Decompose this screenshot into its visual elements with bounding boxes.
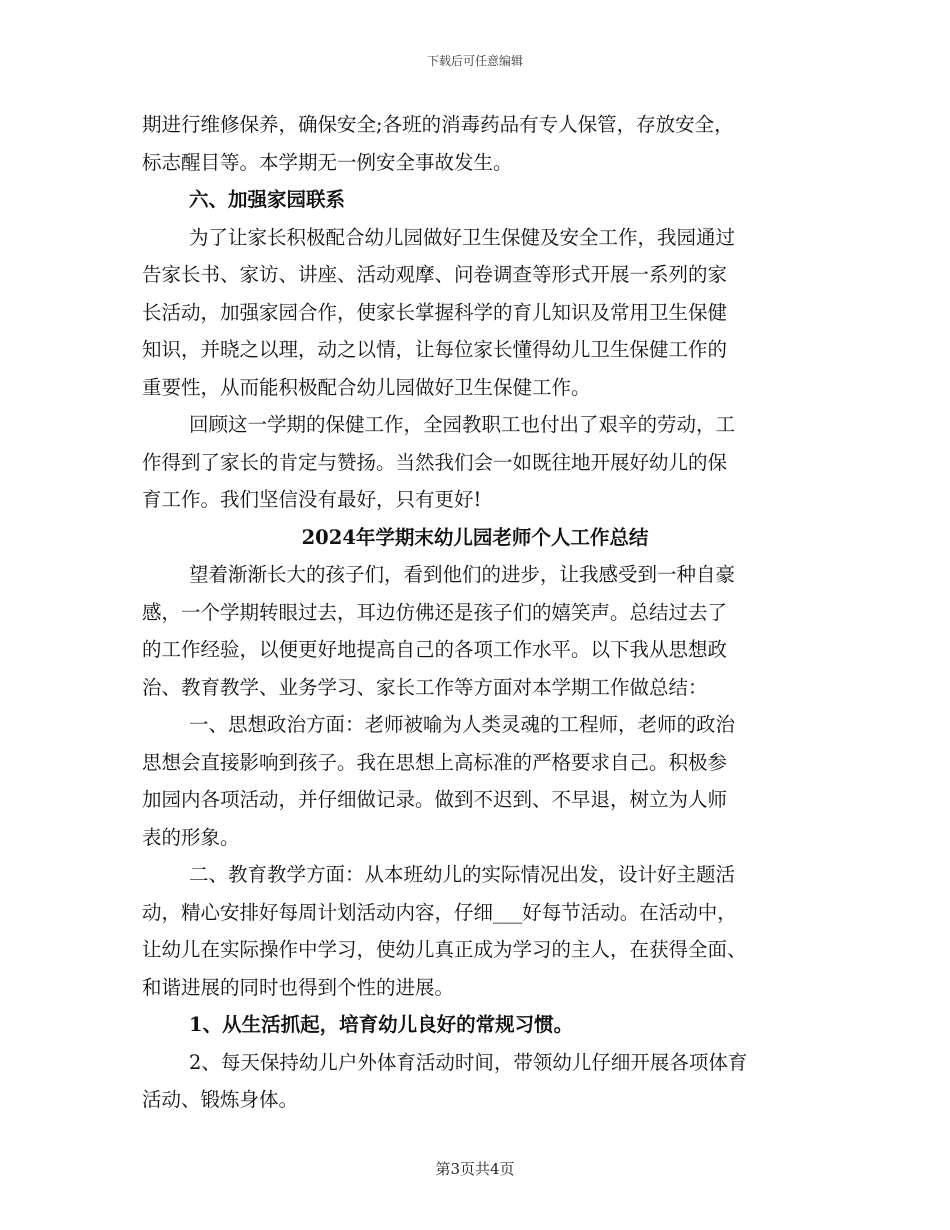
body-line: 活动、锻炼身体。 <box>142 1088 299 1111</box>
body-line: 加园内各项活动，并仔细做记录。做到不迟到、不早退，树立为人师 <box>142 788 728 811</box>
body-line: 作得到了家长的肯定与赞扬。当然我们会一如既往地开展好幼儿的保 <box>142 450 728 474</box>
body-line: 和谐进展的同时也得到个性的进展。 <box>142 975 455 999</box>
body-line: 标志醒目等。本学期无一例安全事故发生。 <box>142 150 513 174</box>
section-heading: 1、从生活抓起，培育幼儿良好的常规习惯。 <box>189 1013 574 1036</box>
body-line: 二、教育教学方面：从本班幼儿的实际情况出发，设计好主题活 <box>189 863 736 886</box>
body-line: 一、思想政治方面：老师被喻为人类灵魂的工程师，老师的政治 <box>189 713 736 736</box>
document-body <box>142 106 808 1119</box>
body-line: 长活动，加强家园合作，使家长掌握科学的育儿知识及常用卫生保健 <box>142 300 728 324</box>
body-line: 期进行维修保养，确保安全;各班的消毒药品有专人保管，存放安全， <box>142 113 734 136</box>
body-line: 望着渐渐长大的孩子们，看到他们的进步，让我感受到一种自豪 <box>189 563 736 586</box>
body-line: 动，精心安排好每周计划活动内容，仔细___好每节活动。在活动中， <box>142 900 737 924</box>
page-header: 下载后可任意编辑 <box>426 54 523 68</box>
body-line: 思想会直接影响到孩子。我在思想上高标准的严格要求自己。积极参 <box>142 750 728 774</box>
section-heading: 六、加强家园联系 <box>189 188 346 211</box>
body-line: 表的形象。 <box>142 825 240 849</box>
body-line: 感，一个学期转眼过去，耳边仿佛还是孩子们的嬉笑声。总结过去了 <box>142 600 728 624</box>
body-line: 2、每天保持幼儿户外体育活动时间，带领幼儿仔细开展各项体育 <box>189 1050 748 1074</box>
document-title: 2024年学期末幼儿园老师个人工作总结 <box>301 525 649 549</box>
page-footer: 第3页共4页 <box>435 1160 515 1178</box>
body-line: 回顾这一学期的保健工作，全园教职工也付出了艰辛的劳动，工 <box>189 413 736 436</box>
body-line: 重要性，从而能积极配合幼儿园做好卫生保健工作。 <box>142 375 591 399</box>
body-line: 让幼儿在实际操作中学习，使幼儿真正成为学习的主人，在获得全面、 <box>142 938 747 961</box>
body-line: 的工作经验，以便更好地提高自己的各项工作水平。以下我从思想政 <box>142 638 728 661</box>
body-line: 育工作。我们坚信没有最好，只有更好! <box>142 488 482 511</box>
body-line: 治、教育教学、业务学习、家长工作等方面对本学期工作做总结： <box>142 675 708 699</box>
body-line: 为了让家长积极配合幼儿园做好卫生保健及安全工作，我园通过 <box>189 225 736 249</box>
body-line: 告家长书、家访、讲座、活动观摩、问卷调查等形式开展一系列的家 <box>142 263 728 286</box>
body-line: 知识，并晓之以理，动之以情，让每位家长懂得幼儿卫生保健工作的 <box>142 338 728 361</box>
